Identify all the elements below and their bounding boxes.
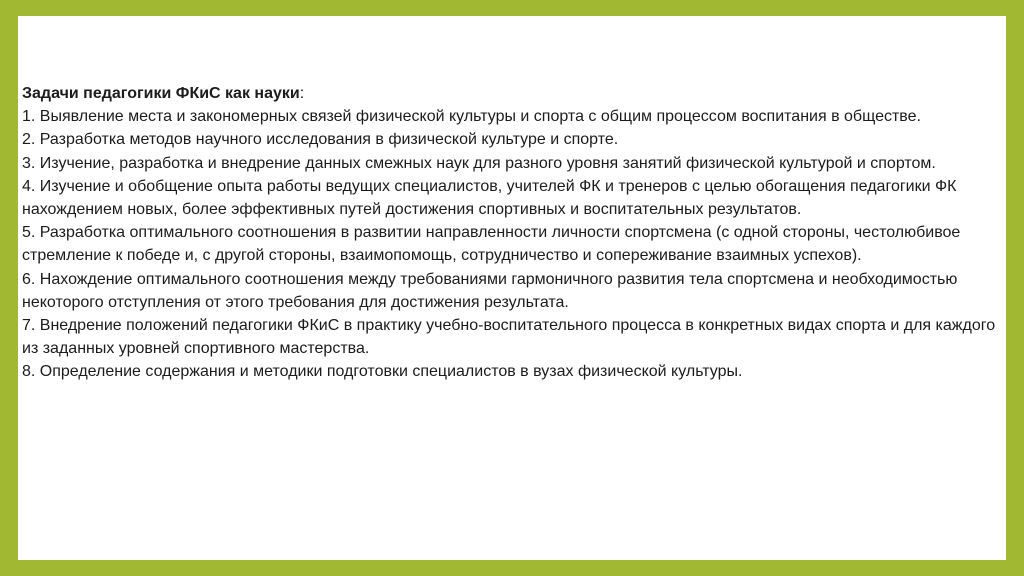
slide-panel bbox=[18, 16, 1006, 560]
task-item-3: 3. Изучение, разработка и внедрение данных смежных наук для разного уровня занятий физической культурой и спортом. bbox=[22, 154, 936, 172]
task-item-5: 5. Разработка оптимального соотношения в развитии направленности личности спортсмена (с одной стороны, честолюбивое стремление к победе и, с другой стороны, взаимопомощь, сотрудничество и сопереживание взаимных успехов). bbox=[22, 224, 961, 265]
slide-heading-suffix: : bbox=[299, 85, 305, 102]
task-item-7: 7. Внедрение положений педагогики ФКиС в практику учебно-воспитательного процесса в конкретных видах спорта и для каждого из заданных уровней спортивного мастерства. bbox=[22, 317, 996, 358]
slide-heading-line bbox=[22, 82, 1004, 105]
task-item-8: 8. Определение содержания и методики подготовки специалистов в вузах физической культуры. bbox=[22, 363, 743, 381]
task-item-6: 6. Нахождение оптимального соотношения между требованиями гармоничного развития тела спортсмена и необходимостью некоторого отступления от этого требования для достижения результата. bbox=[22, 270, 958, 311]
task-item-2: 2. Разработка методов научного исследования в физической культуре и спорте. bbox=[22, 131, 619, 149]
slide-heading: Задачи педагогики ФКиС как науки bbox=[22, 85, 300, 102]
task-item-1: 1. Выявление места и закономерных связей физической культуры и спорта с общим процессом воспитания в обществе. bbox=[22, 108, 921, 126]
task-item-4: 4. Изучение и обобщение опыта работы ведущих специалистов, учителей ФК и тренеров с целью обогащения педагогики ФК нахождением новых, более эффективных путей достижения спортивных и воспитательных результатов. bbox=[22, 177, 957, 219]
slide-content bbox=[22, 82, 1004, 384]
